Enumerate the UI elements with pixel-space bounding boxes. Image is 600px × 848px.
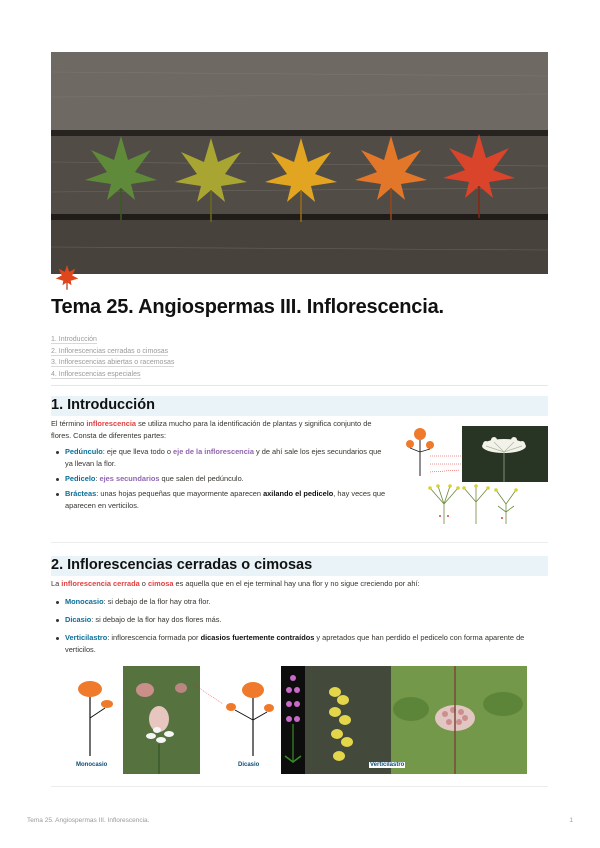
caption-monocasio: Monocasio — [76, 762, 108, 768]
list-item: Brácteas: unas hojas pequeñas que mayormente aparecen axilando el pedicelo, hay veces que aparecen en verticilos. — [51, 488, 386, 512]
caption-dicasio: Dicasio — [238, 762, 260, 768]
divider — [51, 542, 548, 543]
paragraph: El término inflorescencia se utiliza mucho para la identificación de plantas y significa conjunto de flores. Consta de diferentes partes: — [51, 419, 372, 440]
section-heading-introduccion: 1. Introducción — [51, 396, 548, 416]
page-title: Tema 25. Angiospermas III. Inflorescencia. — [51, 296, 444, 318]
section2-body — [51, 578, 548, 659]
cover-image — [51, 52, 548, 274]
maple-leaf-icon — [52, 262, 82, 292]
divider — [51, 786, 548, 787]
caption-verticilastro: Verticilastro — [370, 762, 405, 768]
section1-body — [51, 418, 386, 515]
toc-item[interactable]: 4. Inflorescencias especiales — [51, 370, 141, 378]
list-item: Verticilastro: inflorescencia formada por dicasios fuertemente contraídos y apretados que han perdido el pedicelo con forma aparente de verticilos. — [51, 632, 548, 656]
list-item: Pedicelo: ejes secundarios que salen del pedúnculo. — [51, 473, 386, 485]
table-of-contents — [51, 334, 548, 386]
bulleted-list — [51, 446, 386, 512]
list-item: Pedúnculo: eje que lleva todo o eje de la inflorescencia y de ahí sale los ejes secundarios que ya llevan la flor. — [51, 446, 386, 470]
list-item: Monocasio: si debajo de la flor hay otra flor. — [51, 596, 548, 608]
inflorescence-parts-figure — [394, 426, 548, 528]
page-number: 1 — [569, 817, 573, 824]
section-heading-cimosas: 2. Inflorescencias cerradas o cimosas — [51, 556, 548, 576]
paragraph: La inflorescencia cerrada o cimosa es aquella que en el eje terminal hay una flor y no sigue creciendo por ahí: — [51, 579, 420, 588]
toc-item[interactable]: 3. Inflorescencias abiertas o racemosas — [51, 359, 175, 366]
toc-item[interactable]: 2. Inflorescencias cerradas o cimosas — [51, 347, 169, 355]
bulleted-list — [51, 596, 548, 656]
footer-title: Tema 25. Angiospermas III. Inflorescencia. — [27, 817, 150, 824]
list-item: Dicasio: si debajo de la flor hay dos flores más. — [51, 614, 548, 626]
cymose-types-figure — [73, 664, 527, 776]
toc-item[interactable]: 1. Introducción — [51, 336, 97, 343]
